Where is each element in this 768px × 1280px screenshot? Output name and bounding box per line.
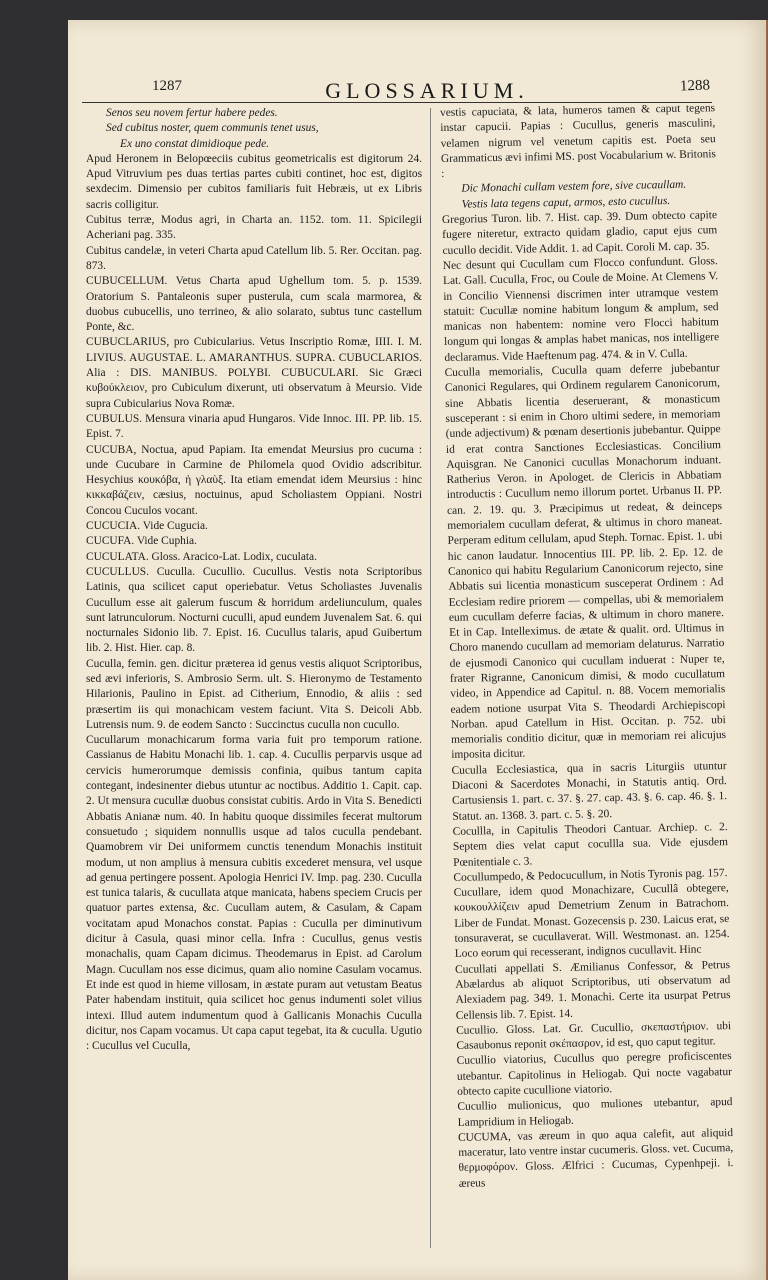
- entry-paragraph: Cucullio viatorius, Cucullus quo peregre proficiscentes utebantur. Capitolinus in Heliogab. Qui nocte vagabatur obtecto capite cucullione viatorio.: [456, 1050, 733, 1098]
- page-title: GLOSSARIUM.: [325, 78, 529, 103]
- entry-paragraph: CUCUMA, vas æreum in quo aqua calefit, aut aliquid maceratur, lato ventre instar cucumeris. Gloss. vet. Cucuma, θερμοφόρον. Gloss. Ælfrici : Cucumas, Cypenhpeji. i. æreus: [457, 1126, 734, 1190]
- entry-paragraph: Gregorius Turon. lib. 7. Hist. cap. 39. Dum obtecto capite fugere niteretur, extracto quidam gladio, caput ejus cum cucullo decidit. Vide Addit. 1. ad Capit. Coroli M. cap. 35.: [441, 209, 718, 257]
- entry-paragraph: CUCUBA, Noctua, apud Papiam. Ita emendat Meursius pro cucuma : unde Cucubare in Carmine de Philomela quod Ovidio adscribitur. Hesychius κουκόβα, ἡ γλαὺξ. Ita etiam emendat idem Meursius : hinc κικκαβάζειν, cæsius, noctuinus, apud Scholiastem Oppiani. Nostri Concou Cuculos vocant.: [86, 443, 422, 517]
- entry-paragraph: Cucullio mulionicus, quo muliones utebantur, apud Lampridium in Heliogab.: [457, 1096, 733, 1129]
- entry-paragraph: CUCULATA. Gloss. Aracico-Lat. Lodix, cuculata.: [86, 550, 317, 563]
- page-number-left: 1287: [152, 78, 182, 94]
- page-number-right: 1288: [679, 77, 711, 95]
- right-column: [440, 101, 734, 1192]
- entry-paragraph: Cuculla Ecclesiastica, qua in sacris Liturgiis utuntur Diaconi & Sacerdotes Monachi, in Statutis antiq. Ord. Cartusiensis 1. part. c. 37. §. 27. cap. 43. §. 6. cap. 46. §. 1. Statut. an. 1368. 3. part. c. 5. §. 20.: [451, 759, 728, 823]
- entry-paragraph: CUCUCIA. Vide Cugucia.: [86, 520, 208, 533]
- entry-paragraph: Cucullati appellati S. Æmilianus Confessor, & Petrus Abælardus ab aliquot Scriptoribus, uti observatum ad Alexiadem pag. 349. 1. Monachi. Certe ita usurpat Petrus Cellensis lib. 7. Epist. 14.: [454, 958, 731, 1022]
- verse-line: Sed cubitus noster, quem communis tenet usus,: [106, 122, 319, 135]
- entry-paragraph: CUCULLUS. Cuculla. Cucullio. Cucullus. Vestis nota Scriptoribus Latinis, qua scilicet caput operiebatur. Vetus Scholiastes Juvenalis Cucullum esse ait galerum fuscum & horridum ardeliunculum, quales sunt latrunculorum. Nocturni cuculli, apud eundem Juvenalem Sat. 6. qui nocturnales Sidonio lib. 7. Epist. 16. Cucullus talaris, apud Guibertum lib. 2. Hist. Hier. cap. 8.: [86, 565, 422, 655]
- entry-paragraph: Apud Heronem in Belopœeciis cubitus geometricalis est digitorum 24. Apud Vitruvium pes duas tertias partes cubiti continet, hoc est, digitos sexdecim. Dimensio per cubitos familiaris fuit Hebræis, ut ex Libris sacris colligitur.: [86, 152, 422, 211]
- entry-paragraph: vestis capuciata, & lata, humeros tamen & caput tegens instar capucii. Papias : Cucullus, generis masculini, velamen nigrum vel venetum capitis est. Poeta seu Grammaticus ævi infimi MS. post Vocabularium w. Britonis :: [440, 102, 716, 181]
- entry-paragraph: Cucullarum monachicarum forma varia fuit pro temporum ratione. Cassianus de Habitu Monachi lib. 1. cap. 4. Cucullis perparvis usque ad cervicis humerorumque demissis confinia, quibus tantum capita contegant, indesinenter diebus utuntur ac noctibus. Additio 1. Capit. cap. 2. Ut mensura cucullæ duobus consistat cubitis. Ardo in Vita S. Benedicti Abbatis Anianæ num. 40. In habitu quoque dissimiles fecerat multorum consuetudo ; siquidem nonnullis usque ad talos cuculla pendebant. Quamobrem vir Dei uniformem cunctis tenendum Monachis instituit modum, ut non amplius à mensura cubitis excederet mensura, vel usque ad genua pertingere possent. Apologia Henrici IV. Imp. pag. 230. Cuculla est tunica talaris, & cucullata atque manicata, habens speciem Crucis per quatuor partes extensa, &c. Cucullam autem, & Casulam, & Capam vocitatam apud Monachos constat. Papias : Cuculla per diminutivum dicitur à Casula, quasi minor cella. Infra : Cucullus, genus vestis monachalis, quam Capam dicimus. Theodemarus in Epist. ad Carolum Magn. Cucullam nos esse dicimus, quam alio nomine Casulam vocamus. Et inde est quod in hieme villosam, in æstate puram aut vetustam Beatus Pater habendam instituit, quia scilicet hoc genus indumenti solet vilius intexi. Illud autem indumentum quod à Gallicanis Monachis Cuculla dicitur, nos Capam vocamus. Ut capa caput tegebat, ita & cuculla. Ugutio : Cucullus vel Cuculla,: [86, 734, 422, 1053]
- entry-paragraph: CUCUFA. Vide Cuphia.: [86, 535, 197, 548]
- verse-line: Ex uno constat dimidioque pede.: [120, 137, 269, 150]
- entry-paragraph: CUBUCLARIUS, pro Cubicularius. Vetus Inscriptio Romæ, IIII. I. M. LIVIUS. AUGUSTAE. L. AMARANTHUS. SUPRA. CUBUCLARIOS. Alia : DIS. MANIBUS. POLYBI. CUBUCULARI. Sic Græci κυβούκλειον, pro Cubiculum dixerunt, uti observatum à Meursio. Vide supra Cubicularius Nova Romæ.: [86, 336, 422, 410]
- verse-line: Dic Monachi cullam vestem fore, sive cucaullam.: [461, 179, 687, 196]
- verse-line: Senos seu novem fertur habere pedes.: [106, 107, 278, 119]
- entry-paragraph: Cucullare, idem quod Monachizare, Cucullâ obtegere, κουκουλλίζειν apud Demetrium Zenum in Batrachom. Liber de Fundat. Monast. Gozecensis p. 230. Laicus erat, se tonsuraverat, se cucullaverat. Will. Westmonast. an. 1254. Loco eorum qui recesserant, indignos cucullavit. Hinc: [453, 882, 730, 961]
- entry-paragraph: Cubitus candelæ, in veteri Charta apud Catellum lib. 5. Rer. Occitan. pag. 873.: [86, 244, 422, 272]
- entry-paragraph: Nec desunt qui Cucullam cum Flocco confundunt. Gloss. Lat. Gall. Cuculla, Froc, ou Coule de Moine. At Clemens V. in Concilio Viennensi discrimen inter utramque vestem statuit: Cucullæ nomine habitum longum & amplum, sed manicas non habentem: nomine vero Flocci habitum longum qui longas & amplas habet manicas, nos intelligere declaramus. Vide Haeftenum pag. 474. & in V. Culla.: [442, 255, 720, 364]
- entry-paragraph: CUBULUS. Mensura vinaria apud Hungaros. Vide Innoc. III. PP. lib. 15. Epist. 7.: [86, 412, 422, 441]
- entry-paragraph: Cocullla, in Capitulis Theodori Cantuar. Archiep. c. 2. Septem dies velat caput cocullla sua. Vide ejusdem Pœnitentiale c. 3.: [452, 821, 728, 869]
- column-divider: [430, 108, 431, 1248]
- left-column: [86, 106, 422, 1054]
- entry-paragraph: Cuculla, femin. gen. dicitur præterea id genus vestis aliquot Scriptoribus, sed ævi inferioris, S. Ambrosio Serm. ult. S. Hieronymo de Testamento Hilarionis, Paulino in Epist. ad Citherium, Ennodio, & aliis : sed præsertim iis qui monachicam vestem faciunt. Vita S. Deicoli Abb. Lutrensis num. 9. de eodem Sancto : Succinctus cuculla non cucullo.: [86, 657, 422, 731]
- entry-paragraph: Cubitus terræ, Modus agri, in Charta an. 1152. tom. 11. Spicilegii Acheriani pag. 335.: [86, 214, 422, 242]
- entry-paragraph: Cucullio. Gloss. Lat. Gr. Cucullio, σκεπαστήριον. ubi Casaubonus reponit σκέπασρον, id est, quo caput tegitur.: [456, 1019, 732, 1052]
- entry-paragraph: CUBUCELLUM. Vetus Charta apud Ughellum tom. 5. p. 1539. Oratorium S. Pantaleonis super pusterula, cum scala marmorea, & duobus cubucellis, uno terrineo, & alio solarato, subtus tunc castellum Ponte, &c.: [86, 275, 422, 334]
- entry-paragraph: Cuculla memorialis, Cuculla quam deferre jubebantur Canonici Regulares, qui Ordinem regularem Canonicorum, sine Abbatis licentia deseruerant, & monasticum susceperant : si enim in Choro ultimi sedere, in memoriam (unde adjectivum) & pœnam desertionis jubebantur. Quippe id erat contra Sanctiones Ecclesiasticas. Concilium Aquisgran. Ne Canonici cucullas Monachorum induant. Ratherius Veron. in Apologet. de Clericis in Abbatiam introductis : Cucullum nemo illorum portet. Urbanus II. PP. can. 2. 19. qu. 3. Præcipimus ut redeat, & deinceps memorialem cucullam deferat, & ultimus in choro maneat. Perperam editum cellulam, apud Steph. Tornac. Epist. 1. ubi hic canon laudatur. Innocentius III. PP. lib. 2. Ep. 12. de Canonico qui habitu Regularium Canonicorum rejecto, sine Abbatis sui licentia monasticum susceperat Ordinem : Ad Ecclesiam redire priorem — compellas, ubi & memorialem eum cucullam deferre facias, & ultimum in choro manere. Et in Cap. Intelleximus. de ætate & qualit. ord. Ultimus in Choro manendo cucullam ad memoriam delaturus. Narratio de ejusmodi Canonico qui cucullam induerat : Nuper te, frater Rigranne, Canonicum dimisi, & modo cucullatum video, in Appendice ad Capitul. n. 88. Vocem memorialis eadem notione usurpat Vita S. Theodardi Archiepiscopi Norban. apud Catellum in Hist. Occitan. p. 752. ubi memorialis conditio dicitur, quæ in memoriam rei alicujus imposita dicitur.: [444, 362, 727, 762]
- verse-line: Vestis lata tegens caput, armos, esto cucullus.: [461, 194, 671, 211]
- entry-paragraph: Cocullumpedo, & Pedocucullum, in Notis Tyronis pag. 157.: [453, 866, 728, 884]
